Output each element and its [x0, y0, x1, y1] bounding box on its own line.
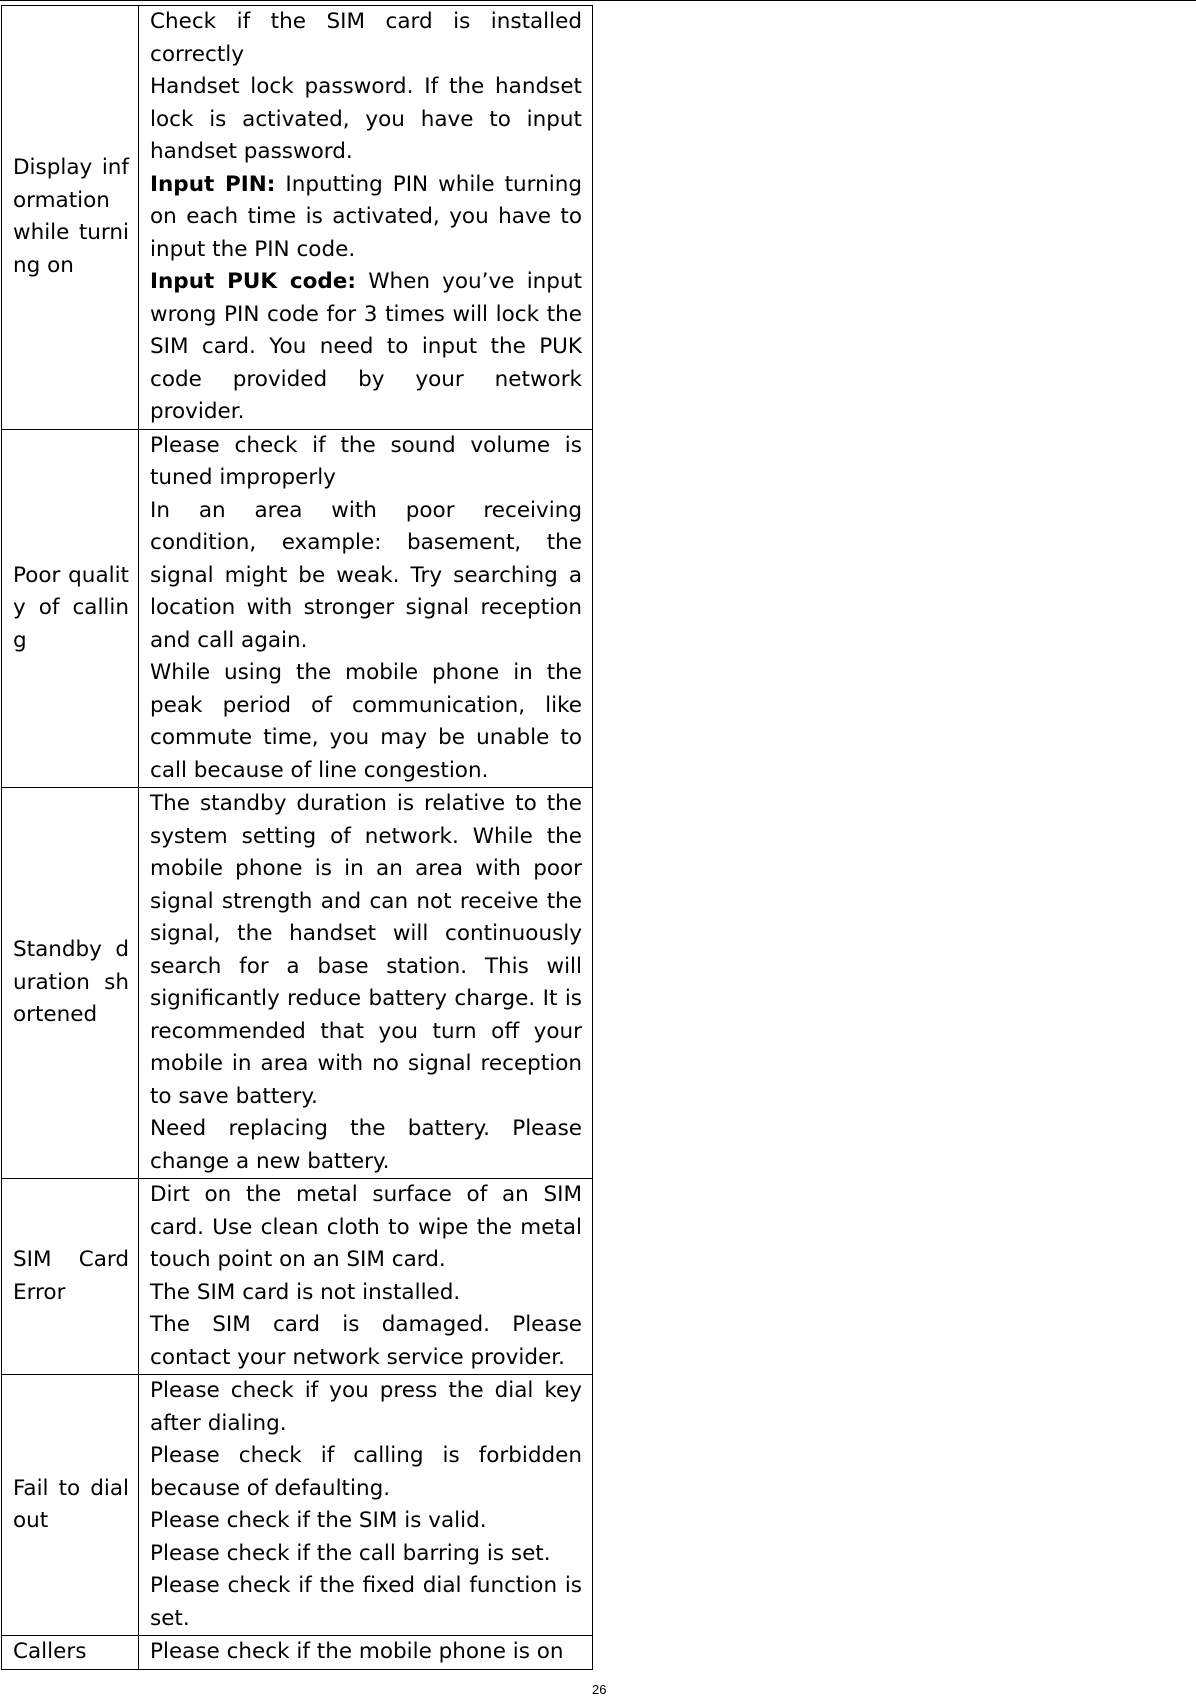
solution-cell: [139, 788, 593, 1179]
solution-paragraph: [150, 1440, 582, 1505]
top-rule: [0, 0, 1196, 1]
solution-paragraph: [150, 430, 582, 495]
solution-cell: [139, 1179, 593, 1375]
problem-cell: Callers: [2, 1636, 139, 1670]
solution-paragraph: [150, 1309, 582, 1374]
solution-text: The SIM card is damaged. Please contact your network service provider.: [150, 1312, 582, 1370]
table-row: [2, 788, 593, 1179]
solution-paragraph: [150, 788, 582, 1113]
page-number: 26: [592, 1682, 607, 1697]
solution-paragraph: [150, 657, 582, 787]
troubleshooting-table: [1, 5, 593, 1670]
solution-text: The SIM card is not installed.: [150, 1279, 461, 1305]
problem-cell: Fail to dial out: [2, 1375, 139, 1636]
solution-bold-label: Input PUK code:: [150, 269, 356, 294]
solution-paragraph: [150, 266, 582, 429]
problem-cell: Display information while turning on: [2, 6, 139, 430]
solution-cell: [139, 429, 593, 788]
problem-cell: Standby duration shortened: [2, 788, 139, 1179]
table-row: [2, 1375, 593, 1636]
solution-text: When you’ve input wrong PIN code for 3 times will lock the SIM card. You need to input the PUK code provided by your network provider.: [150, 269, 582, 424]
solution-paragraph: [150, 6, 582, 71]
solution-text: Please check if the SIM is valid.: [150, 1508, 487, 1533]
solution-paragraph: [150, 495, 582, 658]
solution-text: Inputting PIN while turning on each time is activated, you have to input the PIN code.: [150, 171, 582, 262]
solution-text: Please check if calling is forbidden because of defaulting.: [150, 1443, 582, 1501]
solution-paragraph: [150, 169, 582, 267]
solution-text: Need replacing the battery. Please change a new battery.: [150, 1116, 582, 1174]
solution-paragraph: [150, 1636, 582, 1669]
solution-text: While using the mobile phone in the peak period of communication, like commute time, you may be unable to call because of line congestion.: [150, 660, 582, 783]
solution-paragraph: [150, 1179, 582, 1277]
solution-text: Please check if you press the dial key after dialing.: [150, 1378, 582, 1436]
solution-text: Check if the SIM card is installed correctly: [150, 9, 582, 67]
solution-paragraph: [150, 1277, 582, 1310]
problem-cell: SIM Card Error: [2, 1179, 139, 1375]
solution-text: Please check if the mobile phone is on: [150, 1639, 564, 1664]
solution-text: In an area with poor receiving condition, example: basement, the signal might be weak. Try searching a location with stronger signal reception and call again.: [150, 497, 582, 653]
table-row: [2, 1636, 593, 1670]
solution-paragraph: [150, 71, 582, 169]
solution-cell: [139, 6, 593, 430]
table-row: [2, 429, 593, 788]
solution-text: Please check if the fixed dial function is set.: [150, 1573, 582, 1631]
solution-paragraph: [150, 1570, 582, 1635]
table-row: [2, 6, 593, 430]
solution-text: Dirt on the metal surface of an SIM card. Use clean cloth to wipe the metal touch point on an SIM card.: [150, 1182, 582, 1272]
table-row: [2, 1179, 593, 1375]
problem-cell: Poor quality of calling: [2, 429, 139, 788]
solution-paragraph: [150, 1505, 582, 1538]
solution-text: The standby duration is relative to the system setting of network. While the mobile phone is in an area with poor signal strength and can not receive the signal, the handset will continuously search for a base station. This will significantly reduce battery charge. It is recommended that you turn off your mobile in area with no signal reception to save battery.: [150, 791, 582, 1109]
solution-paragraph: [150, 1113, 582, 1178]
solution-text: Please check if the call barring is set.: [150, 1540, 551, 1566]
solution-paragraph: [150, 1375, 582, 1440]
solution-text: Please check if the sound volume is tuned improperly: [150, 432, 582, 490]
solution-cell: [139, 1636, 593, 1670]
solution-paragraph: [150, 1538, 582, 1571]
solution-cell: [139, 1375, 593, 1636]
solution-bold-label: Input PIN:: [150, 171, 276, 197]
solution-text: Handset lock password. If the handset lock is activated, you have to input handset password.: [150, 74, 582, 164]
